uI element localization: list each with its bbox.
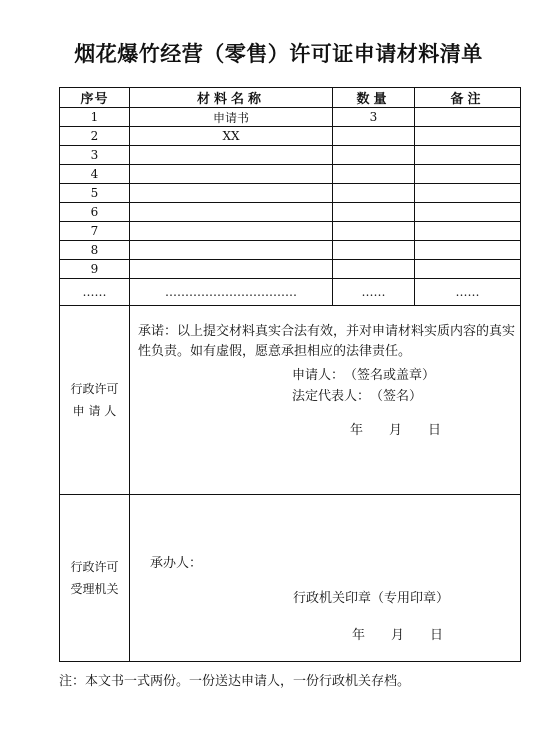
cell-qty: 3 (333, 108, 415, 127)
table-row (60, 108, 521, 127)
handler-label: 承办人： (150, 556, 203, 571)
dots-qty: …… (333, 279, 415, 306)
cell-seq: 8 (60, 241, 130, 260)
cell-material (130, 241, 333, 260)
cell-remark (415, 222, 521, 241)
cell-seq: 1 (60, 108, 130, 127)
agency-date: 年 月 日 (352, 628, 444, 643)
seal-label: 行政机关印章（专用印章） (293, 591, 450, 606)
agency-section (60, 495, 521, 662)
dots-material: …………………………… (130, 279, 333, 306)
agency-label-line2: 受理机关 (70, 582, 119, 596)
header-qty: 数量 (333, 88, 415, 108)
cell-qty (333, 222, 415, 241)
page-title: 烟花爆竹经营（零售）许可证申请材料清单 (74, 42, 483, 66)
promise-text: 承诺：以上提交材料真实合法有效，并对申请材料实质内容的真实性负责。如有虚假，愿意承担相应的法律责任。 (138, 324, 516, 359)
applicant-label-line1: 行政许可 (70, 382, 119, 396)
cell-remark (415, 203, 521, 222)
table-row (60, 165, 521, 184)
table-row (60, 146, 521, 165)
table-row (60, 184, 521, 203)
header-seq: 序号 (60, 88, 130, 108)
header-material: 材料名称 (130, 88, 333, 108)
cell-remark (415, 108, 521, 127)
cell-qty (333, 184, 415, 203)
header-remark: 备注 (415, 88, 521, 108)
cell-material: XX (130, 127, 333, 146)
legal-rep-sign: 法定代表人： （签名） (292, 389, 423, 404)
cell-material (130, 203, 333, 222)
agency-content (130, 495, 521, 662)
cell-seq: 2 (60, 127, 130, 146)
table-row (60, 222, 521, 241)
cell-remark (415, 184, 521, 203)
applicant-date: 年 月 日 (350, 423, 442, 438)
cell-qty (333, 260, 415, 279)
cell-qty (333, 127, 415, 146)
applicant-sign: 申请人： （签名或盖章） (292, 368, 436, 383)
cell-seq: 4 (60, 165, 130, 184)
materials-table (59, 87, 521, 662)
cell-qty (333, 165, 415, 184)
applicant-label (60, 306, 130, 495)
table-header-row (60, 88, 521, 108)
cell-material (130, 260, 333, 279)
cell-remark (415, 241, 521, 260)
cell-remark (415, 260, 521, 279)
footer-note: 注：本文书一式两份。一份送达申请人，一份行政机关存档。 (59, 674, 411, 689)
cell-seq: 5 (60, 184, 130, 203)
cell-qty (333, 203, 415, 222)
dots-seq: …… (60, 279, 130, 306)
ellipsis-row (60, 279, 521, 306)
cell-remark (415, 127, 521, 146)
table-row (60, 203, 521, 222)
table-row (60, 241, 521, 260)
cell-seq: 9 (60, 260, 130, 279)
cell-material (130, 146, 333, 165)
cell-seq: 3 (60, 146, 130, 165)
cell-material (130, 222, 333, 241)
cell-seq: 7 (60, 222, 130, 241)
table-row (60, 127, 521, 146)
applicant-label-line2: 申 请 人 (72, 404, 117, 418)
cell-qty (333, 241, 415, 260)
agency-label (60, 495, 130, 662)
cell-seq: 6 (60, 203, 130, 222)
applicant-section (60, 306, 521, 495)
cell-remark (415, 146, 521, 165)
applicant-content (130, 306, 521, 495)
cell-material: 申请书 (130, 108, 333, 127)
dots-remark: …… (415, 279, 521, 306)
agency-label-line1: 行政许可 (70, 560, 119, 574)
cell-remark (415, 165, 521, 184)
cell-qty (333, 146, 415, 165)
cell-material (130, 165, 333, 184)
table-row (60, 260, 521, 279)
cell-material (130, 184, 333, 203)
